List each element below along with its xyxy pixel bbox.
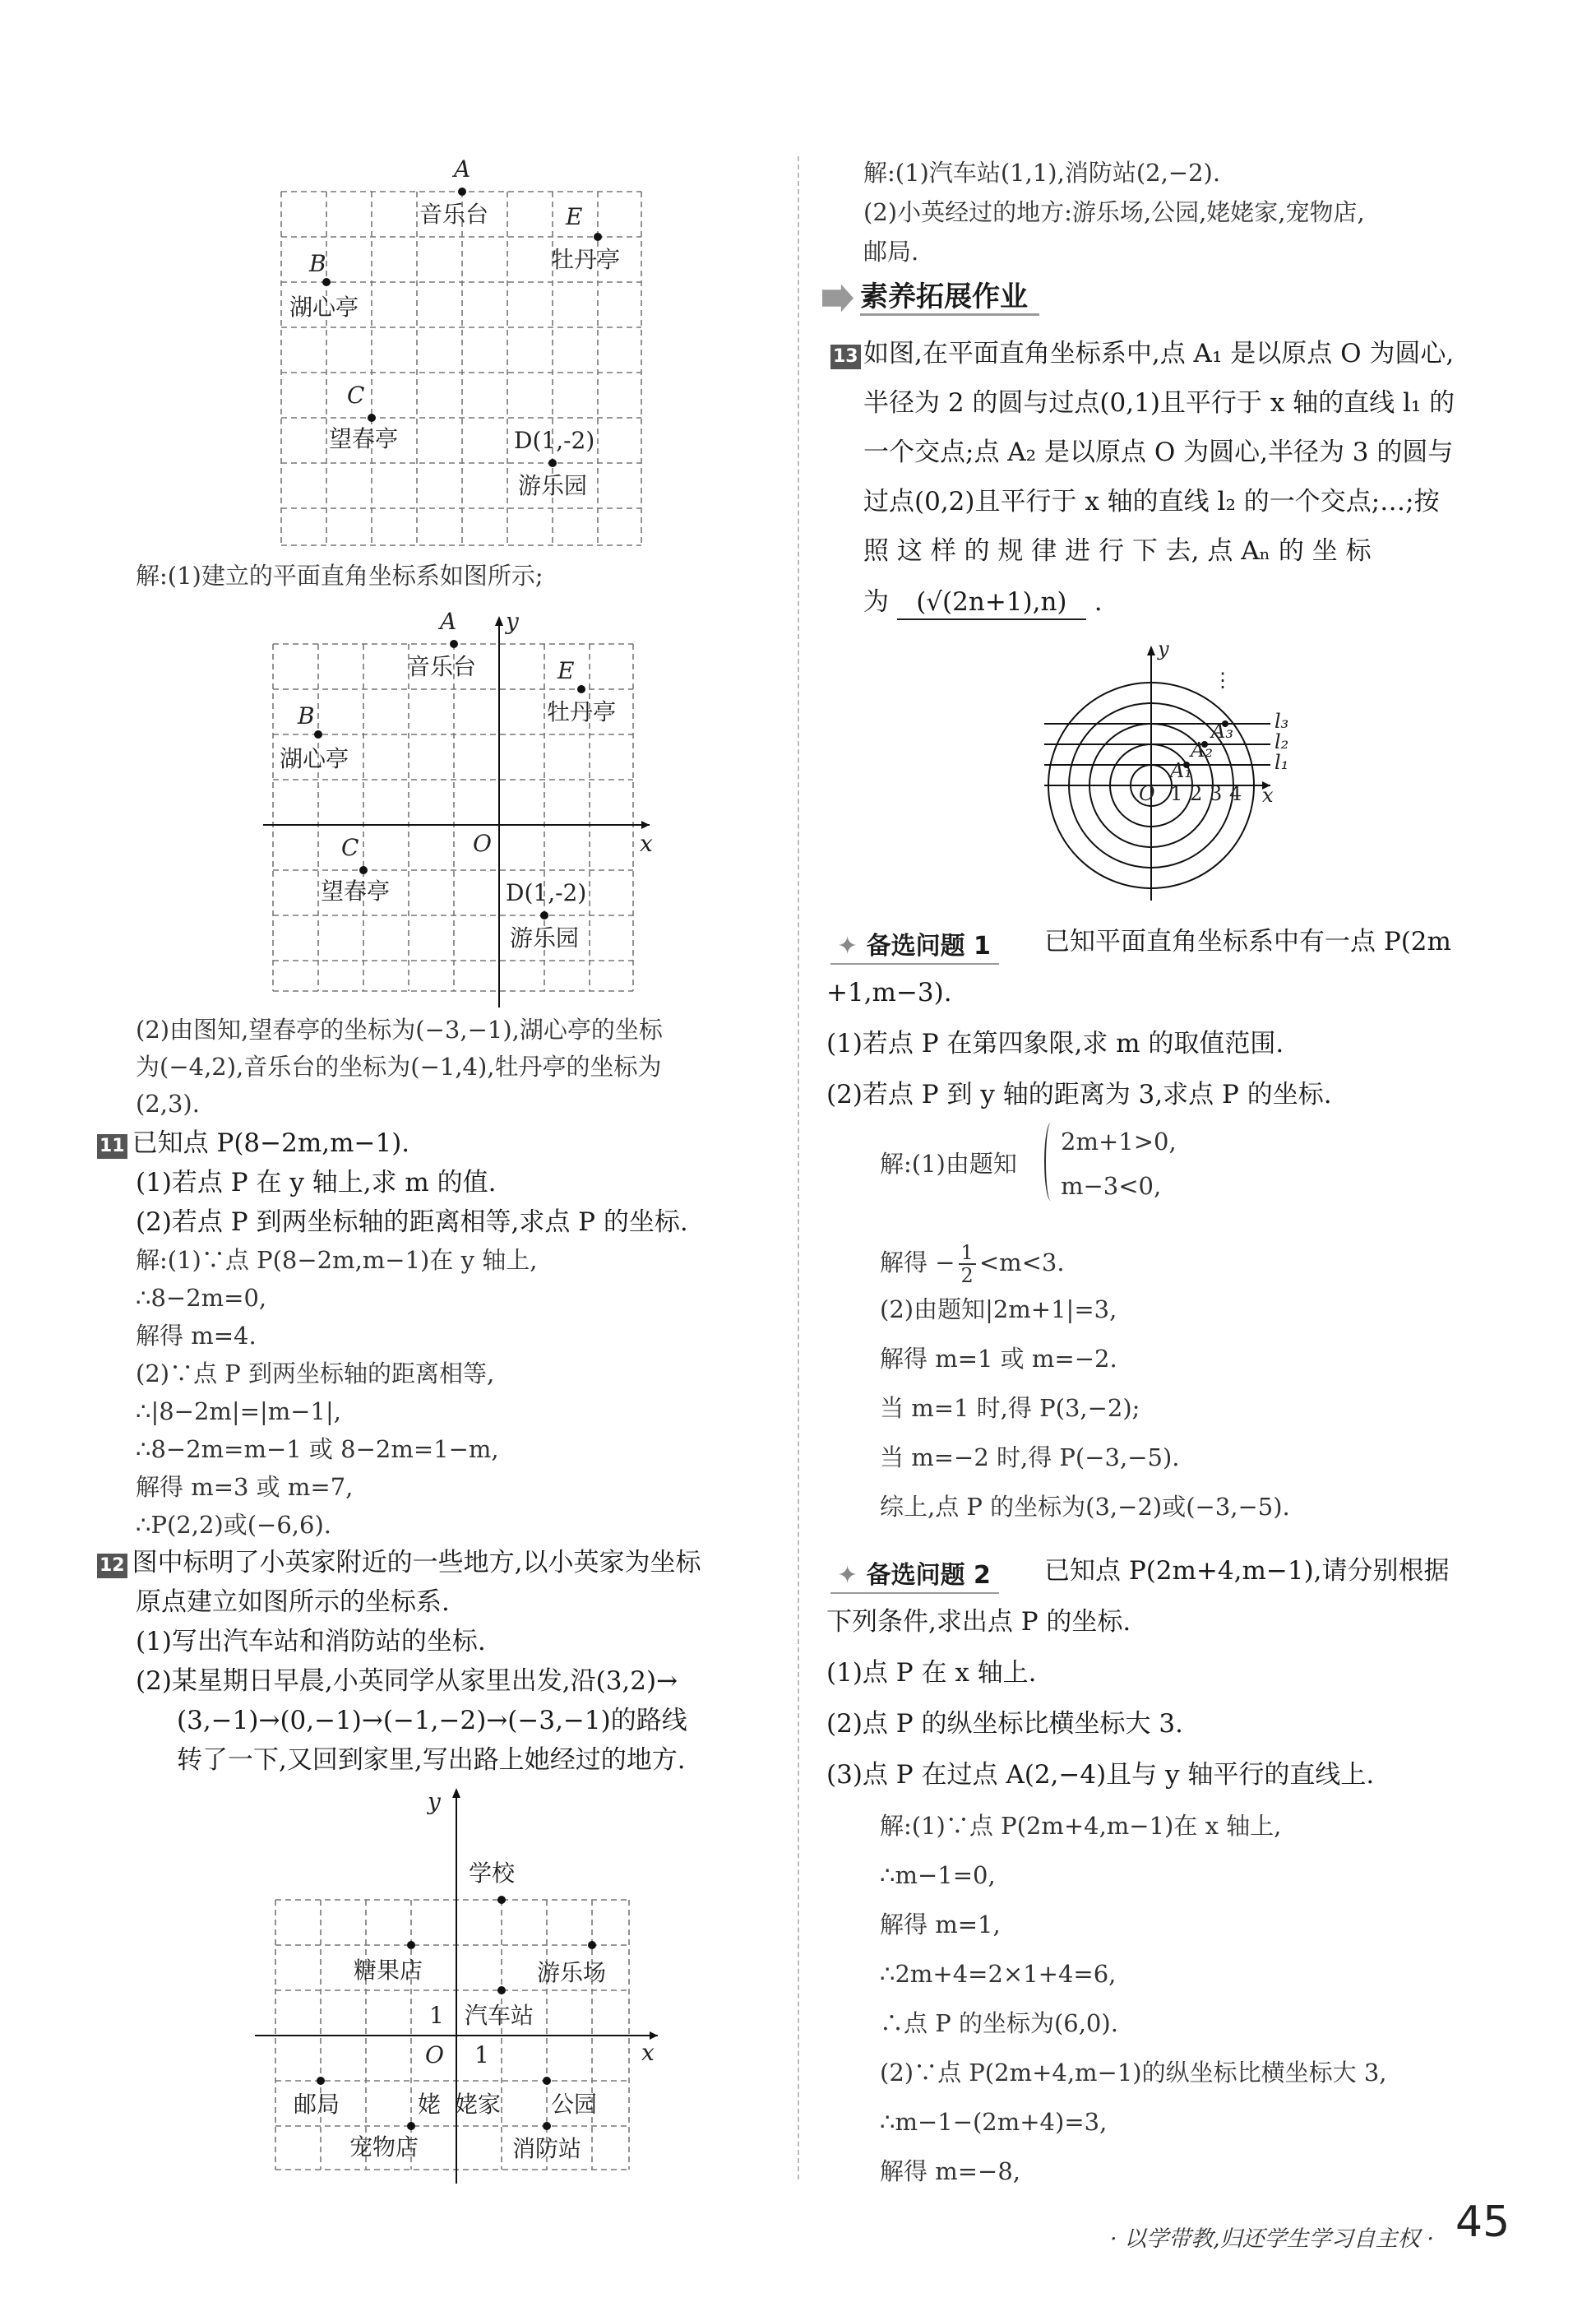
- bonus-1-result: [880, 1242, 1065, 1286]
- label-lake: 湖心亭: [289, 294, 359, 321]
- question-12: [97, 1546, 701, 1579]
- system-brace: [1044, 1123, 1057, 1201]
- label-origin: O: [425, 2041, 444, 2068]
- page-number: 45: [1455, 2198, 1510, 2247]
- bonus-1-sys-2: m−3<0,: [1061, 1172, 1162, 1200]
- label-origin: O: [473, 830, 492, 857]
- question-11-part2: (2)若点 P 到两坐标轴的距离相等,求点 P 的坐标.: [136, 1207, 688, 1237]
- result-prefix: 解得 −: [880, 1248, 955, 1276]
- section-header: [822, 274, 1039, 314]
- question-12-part2-line1: (2)某星期日早晨,小英同学从家里出发,沿(3,2)→: [136, 1666, 678, 1696]
- point-a: [458, 188, 466, 196]
- label-park: 游乐园: [518, 472, 588, 499]
- label-peony: 牡丹亭: [547, 698, 617, 725]
- bonus-1-text-line1: 已知平面直角坐标系中有一点 P(2m: [1044, 927, 1451, 957]
- point-e: [594, 233, 602, 241]
- arrow-icon: [822, 285, 854, 313]
- answer-prefix: 为: [863, 587, 889, 617]
- tag-bonus-2-label: 备选问题 2: [866, 1561, 991, 1590]
- figure-park-map: [271, 152, 658, 555]
- bonus-1-sol-line-3: 当 m=1 时,得 P(3,−2);: [880, 1394, 1140, 1422]
- point-fire: [543, 2122, 551, 2130]
- question-12-part2-line3: 转了一下,又回到家里,写出路上她经过的地方.: [177, 1745, 686, 1775]
- label-grandma-2: 姥家: [455, 2091, 502, 2118]
- point-candy: [407, 1941, 415, 1949]
- bonus-1-sol-line-5: 综上,点 P 的坐标为(3,−2)或(−3,−5).: [880, 1493, 1290, 1521]
- label-one-y: 1: [429, 2002, 444, 2029]
- label-c: C: [347, 382, 365, 409]
- point-bus: [497, 1986, 506, 1994]
- label-x: x: [1262, 784, 1274, 807]
- label-y: y: [428, 1788, 441, 1815]
- point-post: [317, 2077, 325, 2085]
- bonus-2-part1: (1)点 P 在 x 轴上.: [826, 1658, 1037, 1688]
- sol11-line-5: ∴|8−2m|=|m−1|,: [136, 1397, 341, 1425]
- label-1: 1: [1170, 782, 1183, 805]
- footer-slogan: · 以学带教,归还学生学习自主权 ·: [1110, 2226, 1434, 2252]
- label-post: 邮局: [294, 2091, 340, 2118]
- question-11-part1: (1)若点 P 在 y 轴上,求 m 的值.: [136, 1168, 497, 1197]
- tag-bonus-1-label: 备选问题 1: [866, 932, 991, 961]
- question-13: [830, 337, 866, 370]
- label-b: B: [309, 250, 326, 277]
- sol11-line-7: 解得 m=3 或 m=7,: [136, 1473, 354, 1501]
- q13-line-5: 照 这 样 的 规 律 进 行 下 去, 点 Aₙ 的 坐 标: [863, 536, 1372, 566]
- point-pet: [407, 2122, 415, 2130]
- label-spring: 望春亭: [321, 878, 391, 905]
- section-title: 素养拓展作业: [860, 280, 1039, 316]
- question-number-11: 11: [97, 1134, 127, 1159]
- bonus-2-sol-line-2: ∴m−1=0,: [880, 1861, 996, 1889]
- sol10-part2-line3: (2,3).: [136, 1090, 200, 1118]
- label-one-x: 1: [474, 2041, 489, 2068]
- question-number-13: 13: [830, 345, 861, 369]
- label-fire: 消防站: [512, 2135, 582, 2162]
- label-bus: 汽车站: [465, 2002, 534, 2029]
- tag-bonus-2: ✦ 备选问题 2: [830, 1554, 999, 1594]
- sol12-part2-line1: (2)小英经过的地方:游乐场,公园,姥姥家,宠物店,: [863, 198, 1365, 226]
- label-l3: l₃: [1274, 710, 1289, 733]
- sol12-part1: 解:(1)汽车站(1,1),消防站(2,−2).: [863, 159, 1221, 187]
- label-music: 音乐台: [407, 653, 477, 680]
- question-11-text: 已知点 P(8−2m,m−1).: [132, 1128, 410, 1158]
- bonus-1-part2: (2)若点 P 到 y 轴的距离为 3,求点 P 的坐标.: [826, 1080, 1332, 1109]
- label-x: x: [641, 2039, 655, 2066]
- label-l2: l₂: [1274, 730, 1289, 753]
- label-a1: A₁: [1170, 759, 1192, 782]
- point-b: [322, 278, 331, 286]
- label-c: C: [341, 834, 359, 861]
- point-c: [359, 866, 368, 874]
- label-music: 音乐台: [419, 201, 489, 228]
- bonus-1-sol-line-4: 当 m=−2 时,得 P(−3,−5).: [880, 1443, 1180, 1471]
- point-b: [314, 730, 322, 739]
- bonus-2-text-line2: 下列条件,求出点 P 的坐标.: [826, 1607, 1131, 1637]
- label-candy: 糖果店: [354, 1957, 423, 1984]
- sol10-part1: 解:(1)建立的平面直角坐标系如图所示;: [136, 562, 544, 590]
- bonus-1-text-line2: +1,m−3).: [826, 978, 952, 1007]
- label-spring: 望春亭: [329, 425, 399, 452]
- question-12-text: 图中标明了小英家附近的一些地方,以小英家为坐标: [132, 1548, 701, 1577]
- figure-park-coordinate: [255, 604, 666, 1016]
- sol10-part2-line2: 为(−4,2),音乐台的坐标为(−1,4),牡丹亭的坐标为: [136, 1053, 662, 1081]
- fraction-one-half: $\frac{1}{2}$: [959, 1242, 976, 1286]
- bonus-2-part3: (3)点 P 在过点 A(2,−4)且与 y 轴平行的直线上.: [826, 1760, 1375, 1790]
- label-amusement: 游乐场: [537, 1959, 607, 1986]
- bonus-2-sol-line-4: ∴2m+4=2×1+4=6,: [880, 1960, 1117, 1988]
- question-12-line2: 原点建立如图所示的坐标系.: [136, 1587, 450, 1617]
- q13-line-2: 半径为 2 的圆与过点(0,1)且平行于 x 轴的直线 l₁ 的: [863, 388, 1455, 418]
- bonus-1-sol-head: 解:(1)由题知: [880, 1150, 1017, 1178]
- tag-bonus-1: ✦ 备选问题 1: [830, 925, 999, 965]
- question-12-part1: (1)写出汽车站和消防站的坐标.: [136, 1627, 486, 1656]
- bonus-2-sol-line-3: 解得 m=1,: [880, 1911, 1001, 1938]
- label-dots: ⋮: [1213, 669, 1233, 692]
- sol10-part2-line1: (2)由图知,望春亭的坐标为(−3,−1),湖心亭的坐标: [136, 1016, 663, 1044]
- bonus-2-sol-line-1: 解:(1)∵点 P(2m+4,m−1)在 x 轴上,: [880, 1812, 1282, 1840]
- label-d: D(1,-2): [514, 427, 595, 454]
- question-12-part2-line2: (3,−1)→(0,−1)→(−1,−2)→(−3,−1)的路线: [177, 1706, 687, 1735]
- label-school: 学校: [469, 1860, 516, 1887]
- label-2: 2: [1190, 782, 1203, 805]
- label-park: 游乐园: [510, 924, 580, 952]
- label-a: A: [454, 155, 471, 183]
- label-peony: 牡丹亭: [551, 246, 621, 273]
- label-4: 4: [1229, 782, 1242, 805]
- result-suffix: <m<3.: [978, 1248, 1065, 1276]
- label-a3: A₃: [1211, 720, 1233, 743]
- label-l1: l₁: [1274, 751, 1289, 774]
- q13-line-3: 一个交点;点 A₂ 是以原点 O 为圆心,半径为 3 的圆与: [863, 438, 1454, 467]
- bonus-2-text-line1: 已知点 P(2m+4,m−1),请分别根据: [1044, 1556, 1450, 1586]
- label-a: A: [440, 608, 457, 635]
- sol11-line-8: ∴P(2,2)或(−6,6).: [136, 1511, 331, 1539]
- point-park: [543, 2077, 551, 2085]
- point-d: [548, 459, 557, 467]
- point-e: [577, 685, 585, 693]
- label-origin: O: [1139, 782, 1155, 805]
- label-e: E: [557, 657, 575, 684]
- sol11-line-1: 解:(1)∵点 P(8−2m,m−1)在 y 轴上,: [136, 1246, 538, 1274]
- point-school: [497, 1896, 506, 1904]
- question-11: [97, 1127, 409, 1160]
- question-number-12: 12: [97, 1554, 127, 1578]
- column-divider: [798, 156, 799, 2179]
- figure-neighborhood-map: [251, 1776, 678, 2188]
- q13-line-1: 如图,在平面直角坐标系中,点 A₁ 是以原点 O 为圆心,: [863, 339, 1455, 368]
- sol12-part2-line2: 邮局.: [863, 238, 919, 266]
- q13-line-4: 过点(0,2)且平行于 x 轴的直线 l₂ 的一个交点;…;按: [863, 487, 1440, 516]
- label-e: E: [566, 203, 583, 230]
- bonus-2-sol-line-8: 解得 m=−8,: [880, 2157, 1020, 2185]
- bonus-2-part2: (2)点 P 的纵坐标比横坐标大 3.: [826, 1709, 1183, 1739]
- bonus-2-sol-line-7: ∴m−1−(2m+4)=3,: [880, 2108, 1108, 2136]
- point-d: [540, 911, 548, 919]
- bonus-1-sol-line-2: 解得 m=1 或 m=−2.: [880, 1345, 1117, 1373]
- label-grandma-1: 姥: [418, 2091, 442, 2118]
- bonus-2-sol-line-5: ∴点 P 的坐标为(6,0).: [880, 2009, 1118, 2037]
- bonus-1-sys-1: 2m+1>0,: [1061, 1128, 1177, 1156]
- figure-concentric-circles: [1024, 637, 1320, 909]
- sol11-line-4: (2)∵点 P 到两坐标轴的距离相等,: [136, 1359, 495, 1387]
- label-3: 3: [1210, 782, 1223, 805]
- sol11-line-2: ∴8−2m=0,: [136, 1284, 267, 1312]
- point-a: [450, 640, 458, 648]
- sol11-line-3: 解得 m=4.: [136, 1322, 257, 1350]
- answer-blank: (√(2n+1),n): [897, 586, 1086, 620]
- bonus-1-sol-line-1: (2)由题知|2m+1|=3,: [880, 1295, 1117, 1323]
- bonus-2-sol-line-6: (2)∵点 P(2m+4,m−1)的纵坐标比横坐标大 3,: [880, 2059, 1387, 2087]
- point-amusement: [588, 1941, 596, 1949]
- label-pet: 宠物店: [349, 2133, 419, 2161]
- label-d: D(1,-2): [506, 879, 587, 906]
- point-c: [368, 414, 376, 422]
- label-y: y: [1158, 637, 1169, 660]
- label-b: B: [298, 702, 315, 730]
- label-park: 公园: [551, 2091, 598, 2118]
- bonus-1-part1: (1)若点 P 在第四象限,求 m 的取值范围.: [826, 1029, 1284, 1058]
- label-lake: 湖心亭: [280, 745, 349, 772]
- question-13-answer-line: 为 (√(2n+1),n) .: [863, 586, 1103, 620]
- label-y: y: [506, 608, 519, 635]
- sol11-line-6: ∴8−2m=m−1 或 8−2m=1−m,: [136, 1435, 499, 1463]
- label-x: x: [640, 830, 653, 857]
- label-a2: A₂: [1191, 739, 1213, 762]
